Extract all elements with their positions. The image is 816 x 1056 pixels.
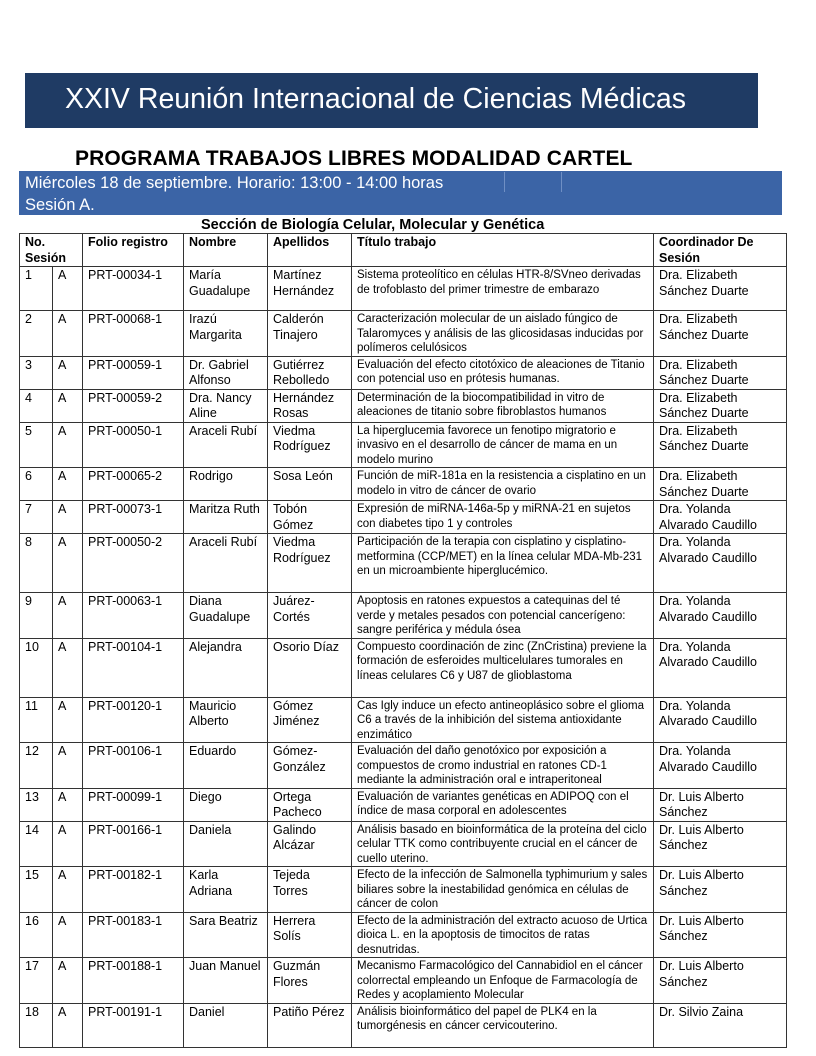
header-nombre: Nombre [184, 234, 268, 267]
row-nombre: Sara Beatriz [184, 912, 268, 958]
row-titulo: Compuesto coordinación de zinc (ZnCristina) previene la formación de esferoides multicelulares tumorales en líneas celulares C6 y U87 de glioblastoma [352, 638, 654, 697]
header-apellidos: Apellidos [268, 234, 352, 267]
header-no-sesion: No. Sesión [20, 234, 83, 267]
row-session: A [53, 1003, 83, 1047]
session-info-box [19, 171, 782, 215]
row-folio: PRT-00120-1 [83, 697, 184, 743]
row-folio: PRT-00063-1 [83, 593, 184, 639]
row-folio: PRT-00073-1 [83, 501, 184, 534]
row-folio: PRT-00106-1 [83, 743, 184, 789]
row-apellidos: Ortega Pacheco [268, 788, 352, 821]
row-apellidos: Martínez Hernández [268, 267, 352, 311]
row-folio: PRT-00099-1 [83, 788, 184, 821]
row-nombre: Araceli Rubí [184, 534, 268, 593]
row-coordinador: Dra. Elizabeth Sánchez Duarte [654, 311, 787, 357]
row-folio: PRT-00191-1 [83, 1003, 184, 1047]
table-row [20, 788, 787, 821]
row-apellidos: Viedma Rodríguez [268, 534, 352, 593]
row-coordinador: Dra. Elizabeth Sánchez Duarte [654, 468, 787, 501]
program-title: PROGRAMA TRABAJOS LIBRES MODALIDAD CARTEL [75, 147, 633, 170]
row-titulo: La hiperglucemia favorece un fenotipo migratorio e invasivo en el desarrollo de cáncer de mama en un modelo murino [352, 422, 654, 468]
header-coordinador: Coordinador De Sesión [654, 234, 787, 267]
table-row [20, 958, 787, 1004]
row-number: 15 [20, 867, 53, 913]
row-coordinador: Dr. Silvio Zaina [654, 1003, 787, 1047]
row-apellidos: Sosa León [268, 468, 352, 501]
section-title: Sección de Biología Celular, Molecular y Genética [201, 217, 545, 233]
row-folio: PRT-00068-1 [83, 311, 184, 357]
row-session: A [53, 267, 83, 311]
row-coordinador: Dra. Elizabeth Sánchez Duarte [654, 422, 787, 468]
row-number: 2 [20, 311, 53, 357]
row-apellidos: Galindo Alcázar [268, 821, 352, 867]
row-coordinador: Dra. Yolanda Alvarado Caudillo [654, 501, 787, 534]
row-apellidos: Viedma Rodríguez [268, 422, 352, 468]
table-row [20, 311, 787, 357]
row-titulo: Efecto de la administración del extracto acuoso de Urtica dioica L. en la apoptosis de timocitos de ratas desnutridas. [352, 912, 654, 958]
row-number: 1 [20, 267, 53, 311]
row-folio: PRT-00059-1 [83, 356, 184, 389]
row-nombre: Maritza Ruth [184, 501, 268, 534]
row-nombre: Alejandra [184, 638, 268, 697]
row-titulo: Análisis basado en bioinformática de la proteína del ciclo celular TTK como contribuyente crucial en el cáncer de cuello uterino. [352, 821, 654, 867]
cell-divider [561, 172, 562, 192]
row-titulo: Sistema proteolítico en células HTR-8/SVneo derivadas de trofoblasto del primer trimestre de embarazo [352, 267, 654, 311]
row-number: 7 [20, 501, 53, 534]
row-nombre: Daniela [184, 821, 268, 867]
row-coordinador: Dra. Elizabeth Sánchez Duarte [654, 356, 787, 389]
row-number: 6 [20, 468, 53, 501]
header-folio: Folio registro [83, 234, 184, 267]
row-apellidos: Herrera Solís [268, 912, 352, 958]
row-coordinador: Dra. Elizabeth Sánchez Duarte [654, 389, 787, 422]
row-number: 9 [20, 593, 53, 639]
row-titulo: Evaluación de variantes genéticas en ADIPOQ con el índice de masa corporal en adolescentes [352, 788, 654, 821]
row-folio: PRT-00065-2 [83, 468, 184, 501]
row-nombre: Irazú Margarita [184, 311, 268, 357]
row-folio: PRT-00059-2 [83, 389, 184, 422]
row-number: 12 [20, 743, 53, 789]
table-row [20, 593, 787, 639]
row-session: A [53, 593, 83, 639]
row-number: 5 [20, 422, 53, 468]
row-titulo: Función de miR-181a en la resistencia a cisplatino en un modelo in vitro de cáncer de ovario [352, 468, 654, 501]
row-folio: PRT-00050-1 [83, 422, 184, 468]
row-folio: PRT-00183-1 [83, 912, 184, 958]
row-coordinador: Dra. Elizabeth Sánchez Duarte [654, 267, 787, 311]
table-row [20, 912, 787, 958]
row-folio: PRT-00188-1 [83, 958, 184, 1004]
row-folio: PRT-00166-1 [83, 821, 184, 867]
row-number: 13 [20, 788, 53, 821]
row-session: A [53, 821, 83, 867]
row-number: 18 [20, 1003, 53, 1047]
row-apellidos: Gutiérrez Rebolledo [268, 356, 352, 389]
row-nombre: Dra. Nancy Aline [184, 389, 268, 422]
row-nombre: Araceli Rubí [184, 422, 268, 468]
row-coordinador: Dra. Yolanda Alvarado Caudillo [654, 534, 787, 593]
row-number: 4 [20, 389, 53, 422]
row-apellidos: Hernández Rosas [268, 389, 352, 422]
row-titulo: Evaluación del efecto citotóxico de aleaciones de Titanio con potencial uso en prótesis humanas. [352, 356, 654, 389]
event-title: XXIV Reunión Internacional de Ciencias Médicas [65, 83, 687, 115]
row-apellidos: Gómez Jiménez [268, 697, 352, 743]
table-row [20, 356, 787, 389]
table-row [20, 501, 787, 534]
row-session: A [53, 422, 83, 468]
row-coordinador: Dra. Yolanda Alvarado Caudillo [654, 697, 787, 743]
row-session: A [53, 534, 83, 593]
row-coordinador: Dra. Yolanda Alvarado Caudillo [654, 593, 787, 639]
row-coordinador: Dr. Luis Alberto Sánchez [654, 867, 787, 913]
row-nombre: María Guadalupe [184, 267, 268, 311]
row-session: A [53, 912, 83, 958]
table-row [20, 1003, 787, 1047]
row-number: 8 [20, 534, 53, 593]
header-banner [25, 73, 758, 128]
row-coordinador: Dr. Luis Alberto Sánchez [654, 788, 787, 821]
row-coordinador: Dr. Luis Alberto Sánchez [654, 821, 787, 867]
row-apellidos: Patiño Pérez [268, 1003, 352, 1047]
row-titulo: Evaluación del daño genotóxico por exposición a compuestos de cromo industrial en ratones CD-1 mediante la administración oral e intraperitoneal [352, 743, 654, 789]
row-number: 16 [20, 912, 53, 958]
cell-divider [504, 172, 505, 192]
row-session: A [53, 743, 83, 789]
table-header-row [20, 234, 787, 267]
row-folio: PRT-00034-1 [83, 267, 184, 311]
row-session: A [53, 389, 83, 422]
table-row [20, 534, 787, 593]
table-row [20, 867, 787, 913]
table-row [20, 422, 787, 468]
row-nombre: Daniel [184, 1003, 268, 1047]
row-apellidos: Tobón Gómez [268, 501, 352, 534]
row-session: A [53, 788, 83, 821]
row-nombre: Karla Adriana [184, 867, 268, 913]
row-nombre: Mauricio Alberto [184, 697, 268, 743]
row-apellidos: Guzmán Flores [268, 958, 352, 1004]
row-nombre: Diego [184, 788, 268, 821]
row-session: A [53, 697, 83, 743]
row-session: A [53, 311, 83, 357]
table-row [20, 468, 787, 501]
row-session: A [53, 468, 83, 501]
row-number: 10 [20, 638, 53, 697]
row-folio: PRT-00050-2 [83, 534, 184, 593]
row-titulo: Expresión de miRNA-146a-5p y miRNA-21 en sujetos con diabetes tipo 1 y controles [352, 501, 654, 534]
row-nombre: Rodrigo [184, 468, 268, 501]
row-titulo: Análisis bioinformático del papel de PLK4 en la tumorgénesis en cáncer cervicouterino. [352, 1003, 654, 1047]
session-name: Sesión A. [25, 196, 95, 214]
row-nombre: Juan Manuel [184, 958, 268, 1004]
row-folio: PRT-00104-1 [83, 638, 184, 697]
table-row [20, 389, 787, 422]
row-apellidos: Osorio Díaz [268, 638, 352, 697]
row-session: A [53, 867, 83, 913]
table-row [20, 821, 787, 867]
row-titulo: Cas Igly induce un efecto antineoplásico sobre el glioma C6 a través de la inhibición del sistema antioxidante enzimático [352, 697, 654, 743]
row-apellidos: Gómez-González [268, 743, 352, 789]
table-row [20, 267, 787, 311]
row-coordinador: Dr. Luis Alberto Sánchez [654, 912, 787, 958]
row-titulo: Apoptosis en ratones expuestos a catequinas del té verde y metales pesados con potencial cancerígeno: sangre periférica y médula ósea [352, 593, 654, 639]
row-titulo: Determinación de la biocompatibilidad in vitro de aleaciones de titanio sobre fibroblastos humanos [352, 389, 654, 422]
row-number: 17 [20, 958, 53, 1004]
row-coordinador: Dr. Luis Alberto Sánchez [654, 958, 787, 1004]
papers-table [19, 233, 787, 1048]
row-titulo: Efecto de la infección de Salmonella typhimurium y sales biliares sobre la inestabilidad genómica en células de cáncer de colon [352, 867, 654, 913]
row-titulo: Mecanismo Farmacológico del Cannabidiol en el cáncer colorrectal empleando un Enfoque de Farmacología de Redes y acoplamiento Molecular [352, 958, 654, 1004]
table-row [20, 638, 787, 697]
row-titulo: Participación de la terapia con cisplatino y cisplatino-metformina (CCP/MET) en la línea celular MDA-Mb-231 en un microambiente hiperglucémico. [352, 534, 654, 593]
row-nombre: Diana Guadalupe [184, 593, 268, 639]
row-apellidos: Calderón Tinajero [268, 311, 352, 357]
header-titulo: Título trabajo [352, 234, 654, 267]
table-row [20, 743, 787, 789]
row-number: 3 [20, 356, 53, 389]
row-number: 11 [20, 697, 53, 743]
row-nombre: Dr. Gabriel Alfonso [184, 356, 268, 389]
row-session: A [53, 501, 83, 534]
row-folio: PRT-00182-1 [83, 867, 184, 913]
session-schedule: Miércoles 18 de septiembre. Horario: 13:00 - 14:00 horas [25, 174, 444, 192]
table-row [20, 697, 787, 743]
row-coordinador: Dra. Yolanda Alvarado Caudillo [654, 743, 787, 789]
row-apellidos: Juárez-Cortés [268, 593, 352, 639]
row-titulo: Caracterización molecular de un aislado fúngico de Talaromyces y análisis de las glicosidasas inducidas por polímeros celulósicos [352, 311, 654, 357]
row-nombre: Eduardo [184, 743, 268, 789]
row-number: 14 [20, 821, 53, 867]
row-coordinador: Dra. Yolanda Alvarado Caudillo [654, 638, 787, 697]
row-session: A [53, 958, 83, 1004]
row-session: A [53, 356, 83, 389]
row-session: A [53, 638, 83, 697]
row-apellidos: Tejeda Torres [268, 867, 352, 913]
